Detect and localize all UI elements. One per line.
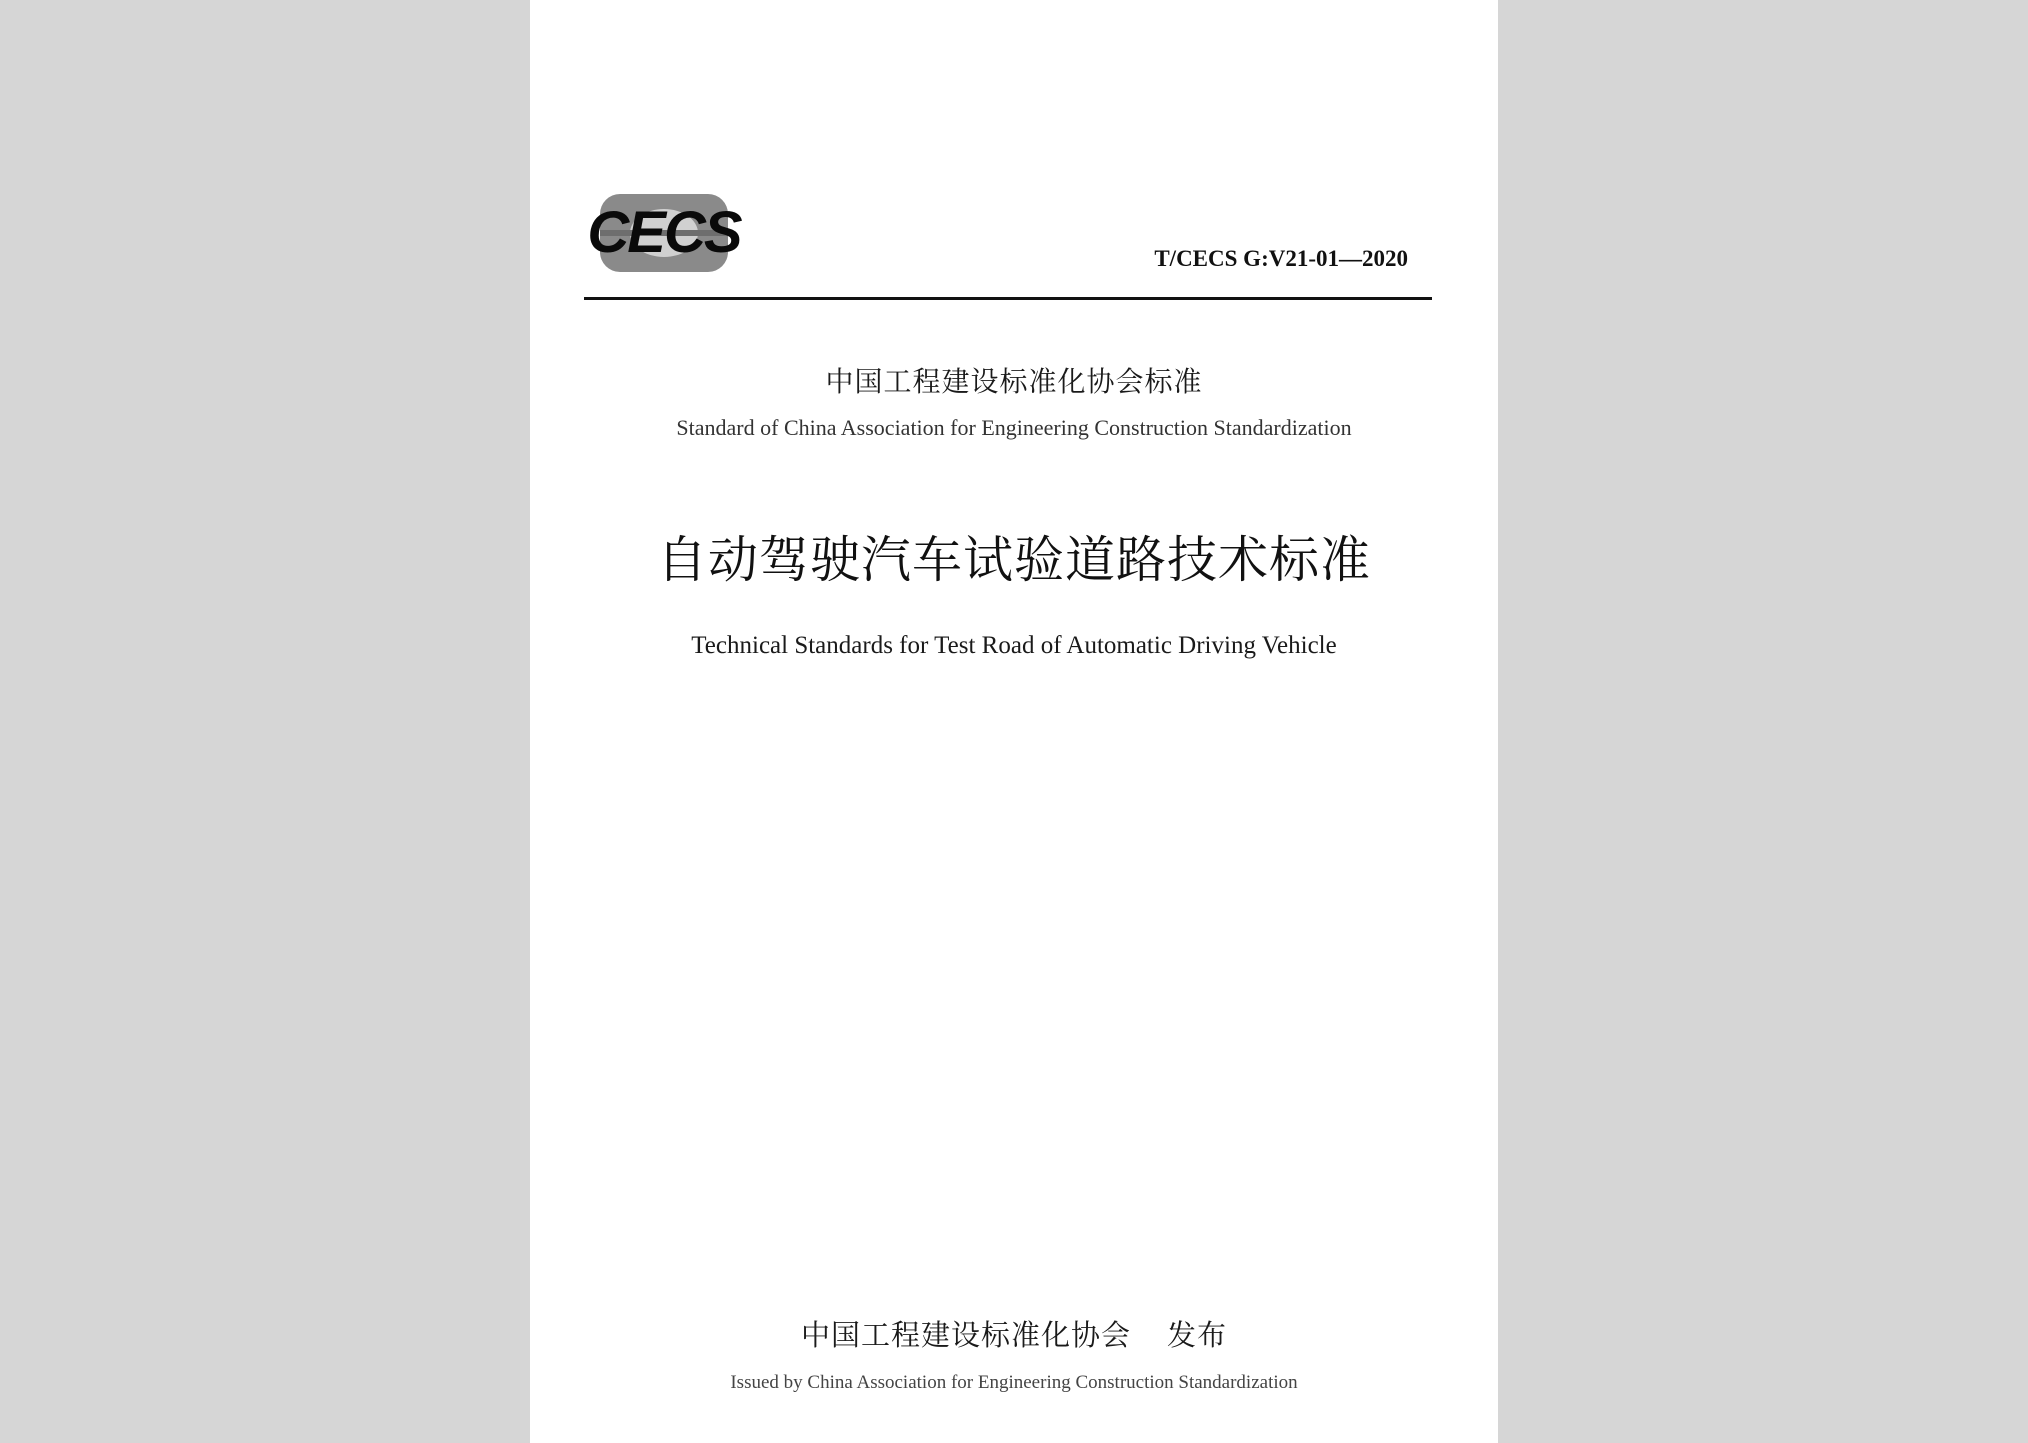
document-page [530,0,1498,1443]
header-divider [584,297,1432,300]
cecs-logo [584,192,744,274]
association-name-cn: 中国工程建设标准化协会标准 [825,365,1203,398]
issuer-line-cn [530,1313,1498,1354]
document-title-en: Technical Standards for Test Road of Automatic Driving Vehicle [691,632,1337,659]
logo-text: CECS [587,200,741,265]
issuer-action-cn: 发布 [1167,1318,1228,1352]
document-title-cn: 自动驾驶汽车试验道路技术标准 [657,531,1371,589]
issuer-line-en: Issued by China Association for Engineering Construction Standardization [730,1372,1298,1393]
issuer-name-cn: 中国工程建设标准化协会 [800,1318,1131,1352]
association-name-en: Standard of China Association for Engineering Construction Standardization [676,415,1352,440]
standard-code: T/CECS G:V21-01—2020 [1154,246,1408,271]
